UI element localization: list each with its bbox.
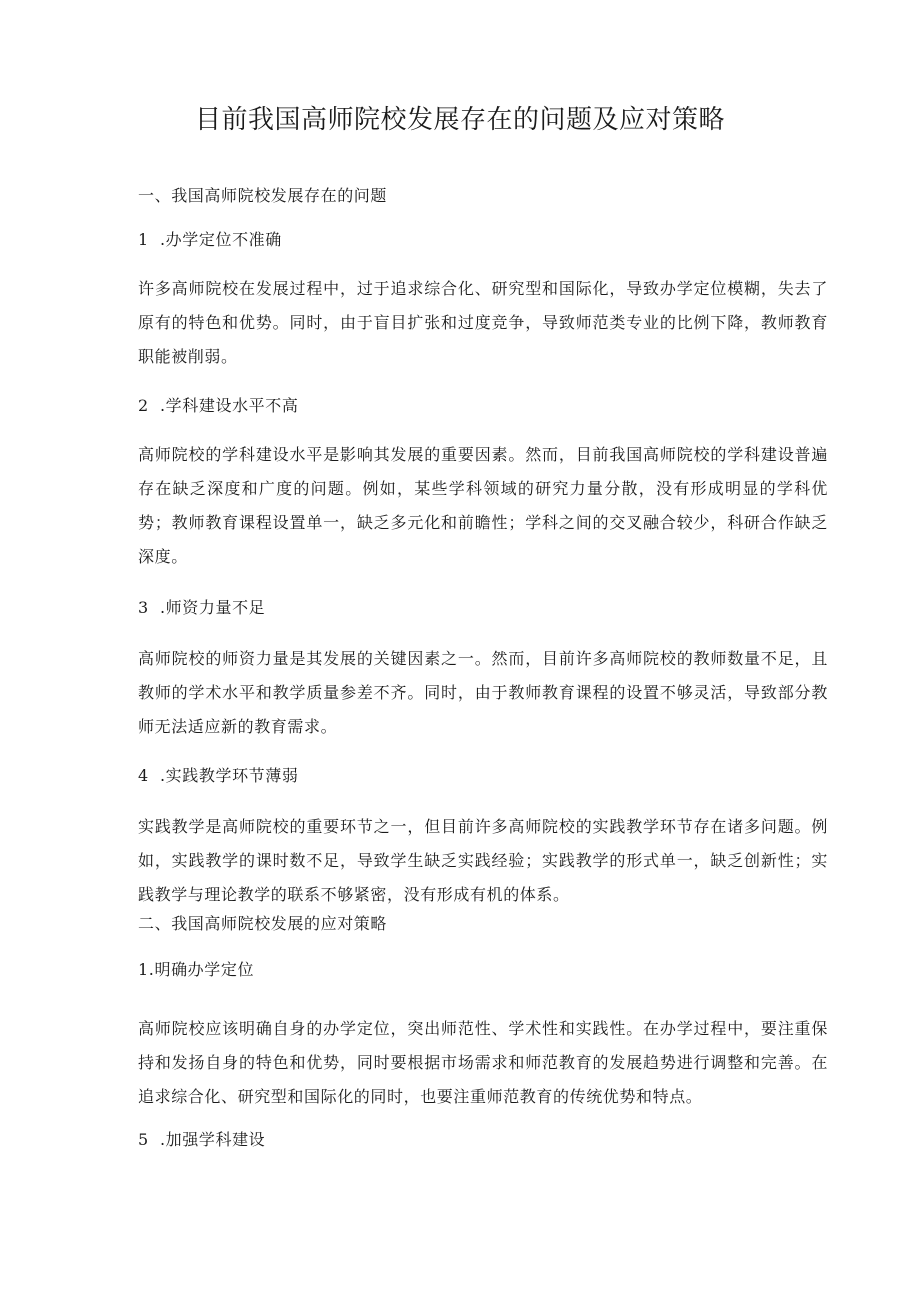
subheading-1 [138,228,828,252]
subheading-3 [138,596,828,620]
section-heading-strategies: 二、我国高师院校发展的应对策略 [138,914,388,933]
paragraph-4: 实践教学是高师院校的重要环节之一，但目前许多高师院校的实践教学环节存在诸多问题。例如，实践教学的课时数不足，导致学生缺乏实践经验；实践教学的形式单一，缺乏创新性；实践教学与理论教学的联系不够紧密，没有形成有机的体系。 [138,817,828,904]
subheading-label: .办学定位不准确 [160,230,282,249]
paragraph-2: 高师院校的学科建设水平是影响其发展的重要因素。然而，目前我国高师院校的学科建设普遍存在缺乏深度和广度的问题。例如，某些学科领域的研究力量分散，没有形成明显的学科优势；教师教育课程设置单一，缺乏多元化和前瞻性；学科之间的交叉融合较少，科研合作缺乏深度。 [138,445,828,566]
paragraph-3: 高师院校的师资力量是其发展的关键因素之一。然而，目前许多高师院校的教师数量不足，且教师的学术水平和教学质量参差不齐。同时，由于教师教育课程的设置不够灵活，导致部分教师无法适应新的教育需求。 [138,649,828,736]
subheading-number: 3 [138,598,149,617]
subheading-label: 1.明确办学定位 [138,960,255,979]
subheading-number: 5 [138,1130,149,1149]
subheading-label: .实践教学环节薄弱 [160,766,299,785]
paragraph-strategy-1: 高师院校应该明确自身的办学定位，突出师范性、学术性和实践性。在办学过程中，要注重保持和发扬自身的特色和优势，同时要根据市场需求和师范教育的发展趋势进行调整和完善。在追求综合化、研究型和国际化的同时，也要注重师范教育的传统优势和特点。 [138,1019,828,1106]
subheading-label: .学科建设水平不高 [160,396,299,415]
document-title: 目前我国高师院校发展存在的问题及应对策略 [194,105,725,135]
subheading-strategy-1 [138,958,828,982]
subheading-number: 1 [138,230,149,249]
section-heading-problems: 一、我国高师院校发展存在的问题 [138,186,388,205]
subheading-number: 4 [138,766,149,785]
subheading-2 [138,394,828,418]
subheading-4 [138,764,828,788]
subheading-strategy-2 [138,1128,828,1152]
paragraph-1: 许多高师院校在发展过程中，过于追求综合化、研究型和国际化，导致办学定位模糊，失去了原有的特色和优势。同时，由于盲目扩张和过度竞争，导致师范类专业的比例下降，教师教育职能被削弱。 [138,279,828,366]
subheading-label: .师资力量不足 [160,598,266,617]
subheading-number: 2 [138,396,149,415]
subheading-label: .加强学科建设 [160,1130,266,1149]
